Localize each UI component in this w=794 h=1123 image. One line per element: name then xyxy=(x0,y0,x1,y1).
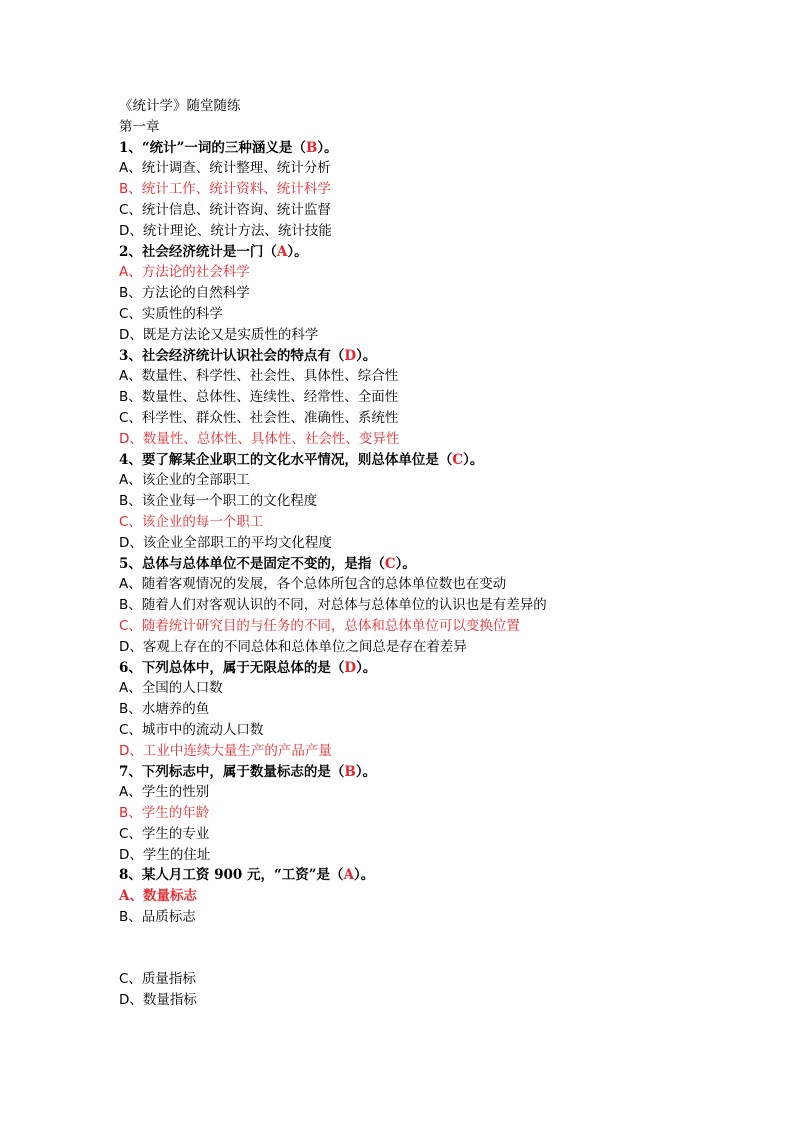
option-correct: D、工业中连续大量生产的产品产量 xyxy=(119,742,332,759)
option: D、统计理论、统计方法、统计技能 xyxy=(119,222,332,239)
option: C、学生的专业 xyxy=(119,825,210,842)
question-1: 1、“统计”一词的三种涵义是（B）。 xyxy=(119,139,338,156)
option-correct: A、数量标志 xyxy=(119,888,197,905)
answer-key: B xyxy=(344,763,356,780)
option: B、品质标志 xyxy=(119,909,196,926)
question-6: 6、下列总体中，属于无限总体的是（D）。 xyxy=(119,659,377,676)
option: A、该企业的全部职工 xyxy=(119,472,250,489)
option: C、科学性、群众性、社会性、准确性、系统性 xyxy=(119,409,399,426)
blank-spacer xyxy=(119,928,779,970)
question-7: 7、下列标志中，属于数量标志的是（B）。 xyxy=(119,763,377,780)
option-correct: C、该企业的每一个职工 xyxy=(119,513,264,530)
option: D、学生的住址 xyxy=(119,846,211,863)
option: C、质量指标 xyxy=(119,971,196,988)
answer-key: D xyxy=(344,659,357,676)
option: B、水塘养的鱼 xyxy=(119,701,210,718)
option: A、数量性、科学性、社会性、具体性、综合性 xyxy=(119,368,399,385)
option: D、客观上存在的不同总体和总体单位之间总是存在着差异 xyxy=(119,638,467,655)
option-correct: B、统计工作、统计资料、统计科学 xyxy=(119,181,331,198)
question-4: 4、要了解某企业职工的文化水平情况，则总体单位是（C）。 xyxy=(119,451,484,468)
option: B、随着人们对客观认识的不同，对总体与总体单位的认识也是有差异的 xyxy=(119,597,547,614)
answer-key: C xyxy=(452,451,464,468)
question-8: 8、某人月工资 900 元，“工资”是（A）。 xyxy=(119,867,375,884)
option-correct: A、方法论的社会科学 xyxy=(119,264,250,281)
option-correct: D、数量性、总体性、具体性、社会性、变异性 xyxy=(119,430,400,447)
answer-key: D xyxy=(344,347,357,364)
option: B、数量性、总体性、连续性、经常性、全面性 xyxy=(119,389,399,406)
chapter-heading: 第一章 xyxy=(119,118,160,135)
option: D、既是方法论又是实质性的科学 xyxy=(119,326,319,343)
option: B、方法论的自然科学 xyxy=(119,285,250,302)
option-correct: B、学生的年龄 xyxy=(119,805,210,822)
question-2: 2、社会经济统计是一门（A）。 xyxy=(119,243,308,260)
document-title: 《统计学》随堂随练 xyxy=(119,98,241,114)
answer-key: A xyxy=(276,243,288,260)
option: D、该企业全部职工的平均文化程度 xyxy=(119,534,332,551)
option: C、统计信息、统计咨询、统计监督 xyxy=(119,201,331,218)
option-correct: C、随着统计研究目的与任务的不同，总体和总体单位可以变换位置 xyxy=(119,617,520,634)
answer-key: B xyxy=(305,139,318,156)
answer-key: C xyxy=(384,555,396,572)
option: A、统计调查、统计整理、统计分析 xyxy=(119,160,331,177)
option: A、随着客观情况的发展，各个总体所包含的总体单位数也在变动 xyxy=(119,576,507,593)
question-5: 5、总体与总体单位不是固定不变的，是指（C）。 xyxy=(119,555,416,572)
option: C、城市中的流动人口数 xyxy=(119,721,264,738)
document-page xyxy=(119,96,779,1011)
option: A、全国的人口数 xyxy=(119,680,223,697)
option: A、学生的性别 xyxy=(119,784,210,801)
option: B、该企业每一个职工的文化程度 xyxy=(119,493,318,510)
option: D、数量指标 xyxy=(119,992,197,1009)
answer-key: A xyxy=(343,867,354,884)
question-3: 3、社会经济统计认识社会的特点有（D）。 xyxy=(119,347,377,364)
option: C、实质性的科学 xyxy=(119,305,223,322)
